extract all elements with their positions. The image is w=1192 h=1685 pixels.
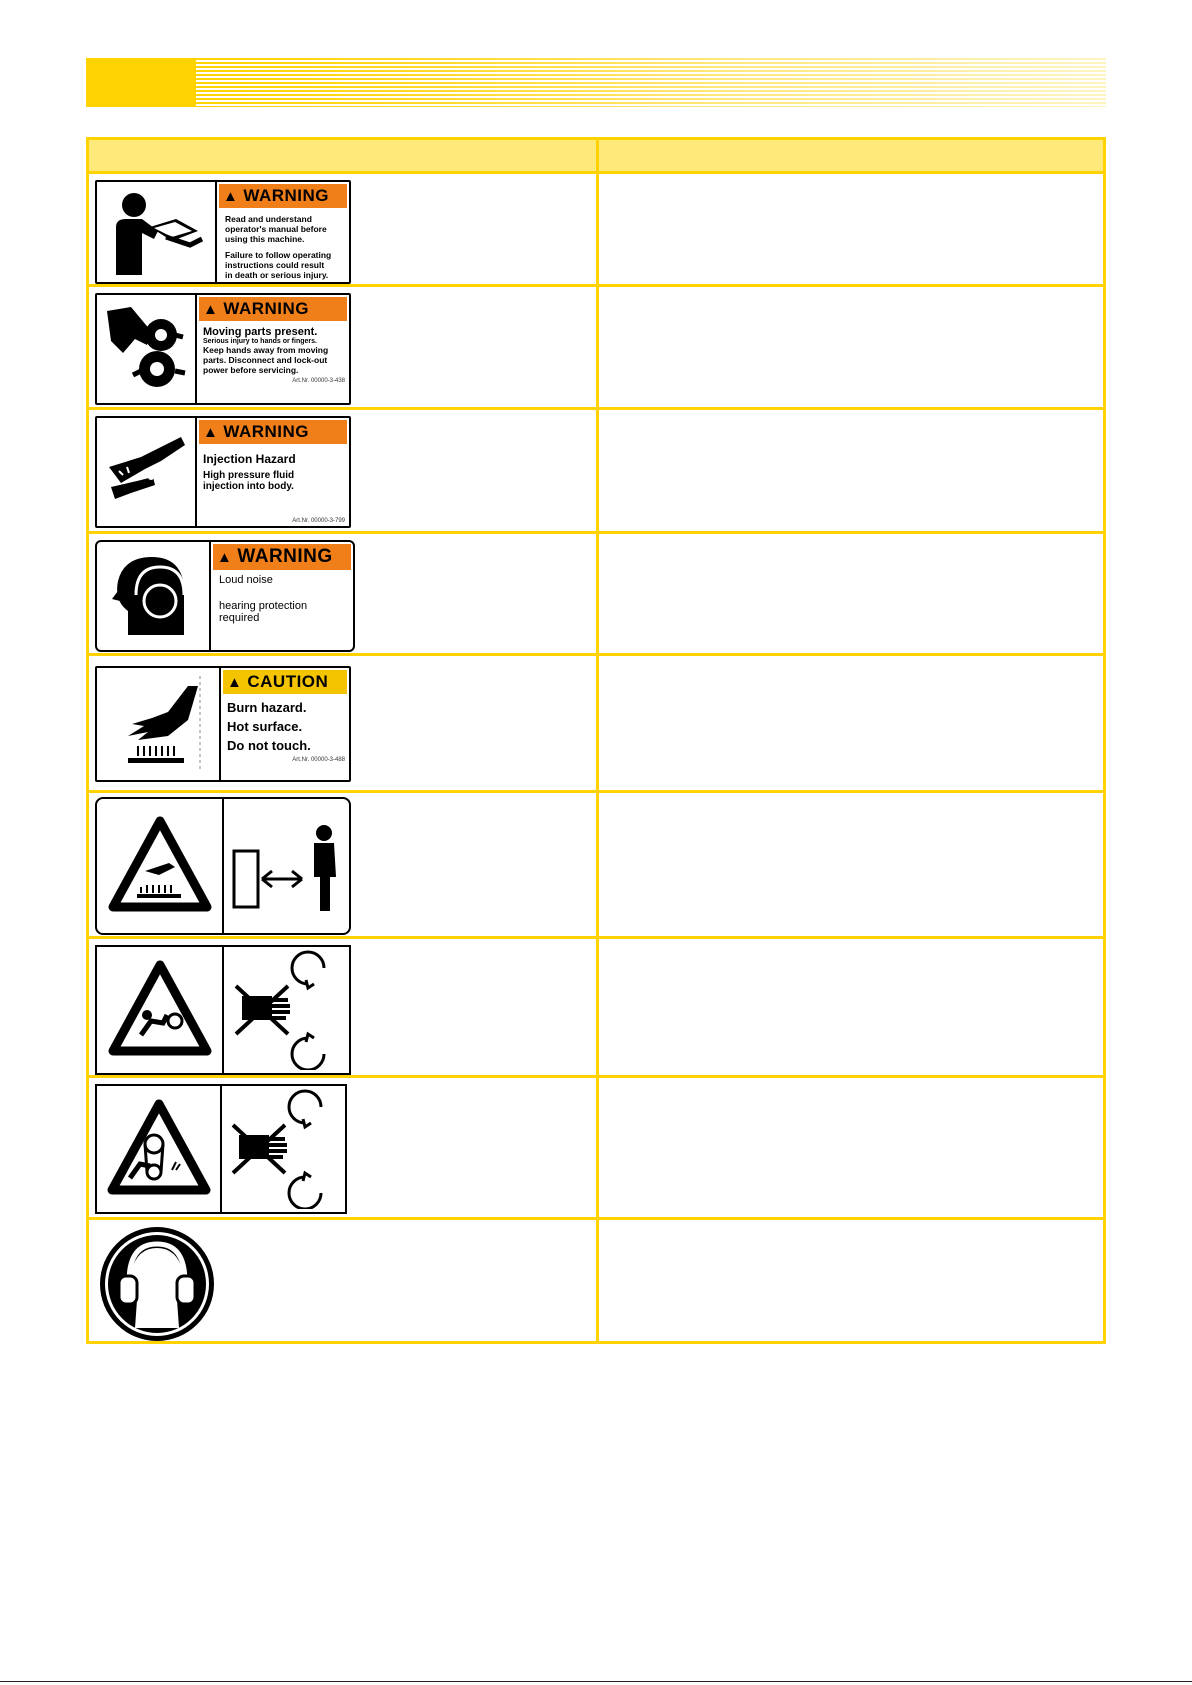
sign-description [599,174,1103,284]
hot-surface-hand-icon [97,668,221,780]
safety-signs-table [86,137,1106,1344]
sign-description [599,534,1103,653]
gear-hand-icon [97,295,197,403]
injection-hand-icon [97,418,197,526]
sign-description [599,793,1103,936]
table-row [89,936,1103,1075]
table-header-sign [89,140,599,171]
ear-protection-mandatory-icon [97,1224,219,1344]
warning-sign-loud-noise: ▲ WARNING Loud noise hearing protection required [95,540,355,652]
keep-distance-icon [222,799,349,933]
table-row [89,531,1103,653]
no-hands-rotation-icon [220,1086,345,1212]
ear-protection-head-icon [97,542,211,650]
warning-sign-injection-hazard: ▲ WARNING Injection Hazard High pressure fluid injection into body. Art.Nr. 00000-3-799 [95,416,351,528]
table-row [89,171,1103,284]
entanglement-triangle-icon [97,947,222,1073]
caution-sign-burn-hazard: ▲ CAUTION Burn hazard. Hot surface. Do not touch. Art.Nr. 00000-3-488 [95,666,351,782]
sign-header: WARNING [243,186,330,205]
warning-sign-read-manual: ▲ WARNING Read and understand operator's manual before using this machine. Failure to follow operating instructions could result in death or serious injury. [95,180,351,284]
sign-description [599,287,1103,407]
table-header-row [89,140,1103,171]
sign-description [599,1078,1103,1217]
pictogram-hot-surface-keep-distance [95,797,351,935]
table-row [89,790,1103,936]
table-row [89,284,1103,407]
sign-description [599,410,1103,531]
page-footer-line [0,1681,1192,1682]
table-row [89,1217,1103,1341]
header-banner [86,58,1106,107]
sign-description [599,939,1103,1075]
sign-description [599,656,1103,790]
pictogram-entanglement [95,945,351,1075]
table-row [89,407,1103,531]
sign-description [599,1220,1103,1341]
table-row [89,653,1103,790]
pictogram-belt-drive [95,1084,347,1214]
table-row [89,1075,1103,1217]
warning-sign-moving-parts: ▲ WARNING Moving parts present. Serious injury to hands or fingers. Keep hands away from moving parts. Disconnect and lock-out power before servicing. Art.Nr. 00000-3-438 [95,293,351,405]
table-header-description [599,140,1103,171]
reader-icon [97,182,217,282]
belt-drive-triangle-icon [97,1086,220,1212]
no-hands-rotation-icon [222,947,349,1073]
hot-surface-triangle-icon [97,799,222,933]
